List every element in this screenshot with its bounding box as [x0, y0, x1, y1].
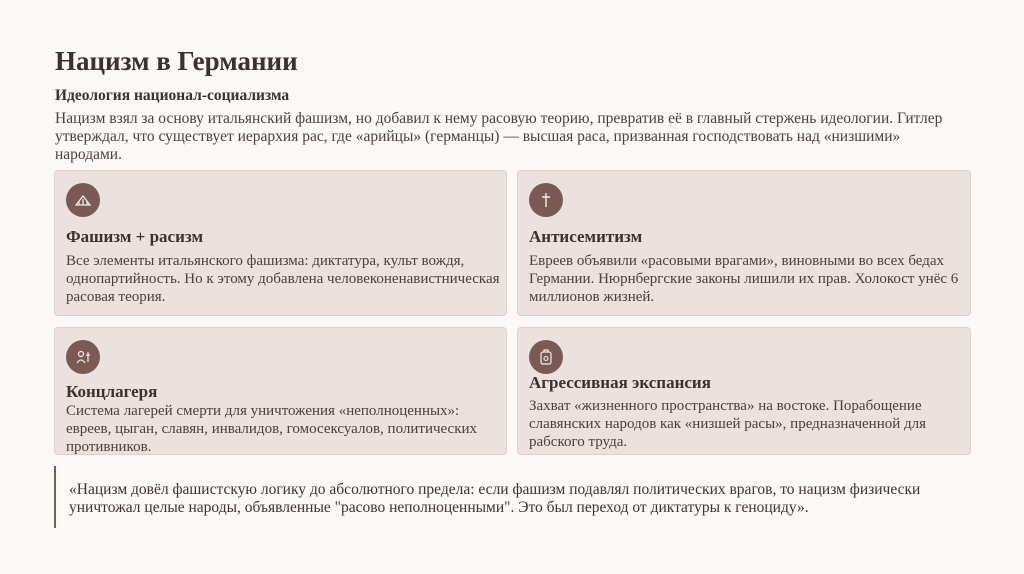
- card-title: Антисемитизм: [529, 227, 643, 246]
- expansion-icon: [529, 340, 563, 374]
- card-antisemitism: [517, 170, 971, 316]
- card-title: Концлагеря: [66, 382, 158, 401]
- card-text: Евреев объявили «расовыми врагами», виновными во всех бедах Германии. Нюрнбергские законы лишили их прав. Холокост унёс 6 миллионов жизней.: [529, 253, 959, 305]
- cross-icon: [529, 183, 563, 217]
- card-text: Система лагерей смерти для уничтожения «неполноценных»: евреев, цыган, славян, инвалидов, гомосексуалов, политических противников.: [66, 403, 478, 455]
- card-concentration-camps: [54, 327, 507, 455]
- card-title: Агрессивная экспансия: [529, 373, 711, 392]
- quote-bar: [54, 466, 56, 528]
- card-text: Все элементы итальянского фашизма: диктатура, культ вождя, однопартийность. Но к этому добавлена человеконенавистническая расовая теория.: [66, 253, 500, 305]
- card-title: Фашизм + расизм: [66, 227, 204, 246]
- card-fascism-racism: [54, 170, 507, 316]
- card-aggressive-expansion: [517, 327, 971, 455]
- page-title: Нацизм в Германии: [55, 46, 298, 76]
- page-subtitle: Идеология национал-социализма: [55, 87, 290, 104]
- conclusion-quote: «Нацизм довёл фашистскую логику до абсолютного предела: если фашизм подавлял политических врагов, то нацизм физически уничтожал целые народы, объявленные "расово неполноценными". Это был переход от диктатуры к геноциду».: [69, 481, 921, 516]
- intro-paragraph: Нацизм взял за основу итальянский фашизм, но добавил к нему расовую теорию, превратив её в главный стержень идеологии. Гитлер утверждал, что существует иерархия рас, где «арийцы» (германцы) — высшая раса, призванная господствовать над «низшими» народами.: [55, 110, 943, 163]
- card-text: Захват «жизненного пространства» на востоке. Порабощение славянских народов как «низшей расы», предназначенной для рабского труда.: [529, 398, 927, 450]
- fasces-icon: [66, 183, 100, 217]
- prisoner-icon: [66, 340, 100, 374]
